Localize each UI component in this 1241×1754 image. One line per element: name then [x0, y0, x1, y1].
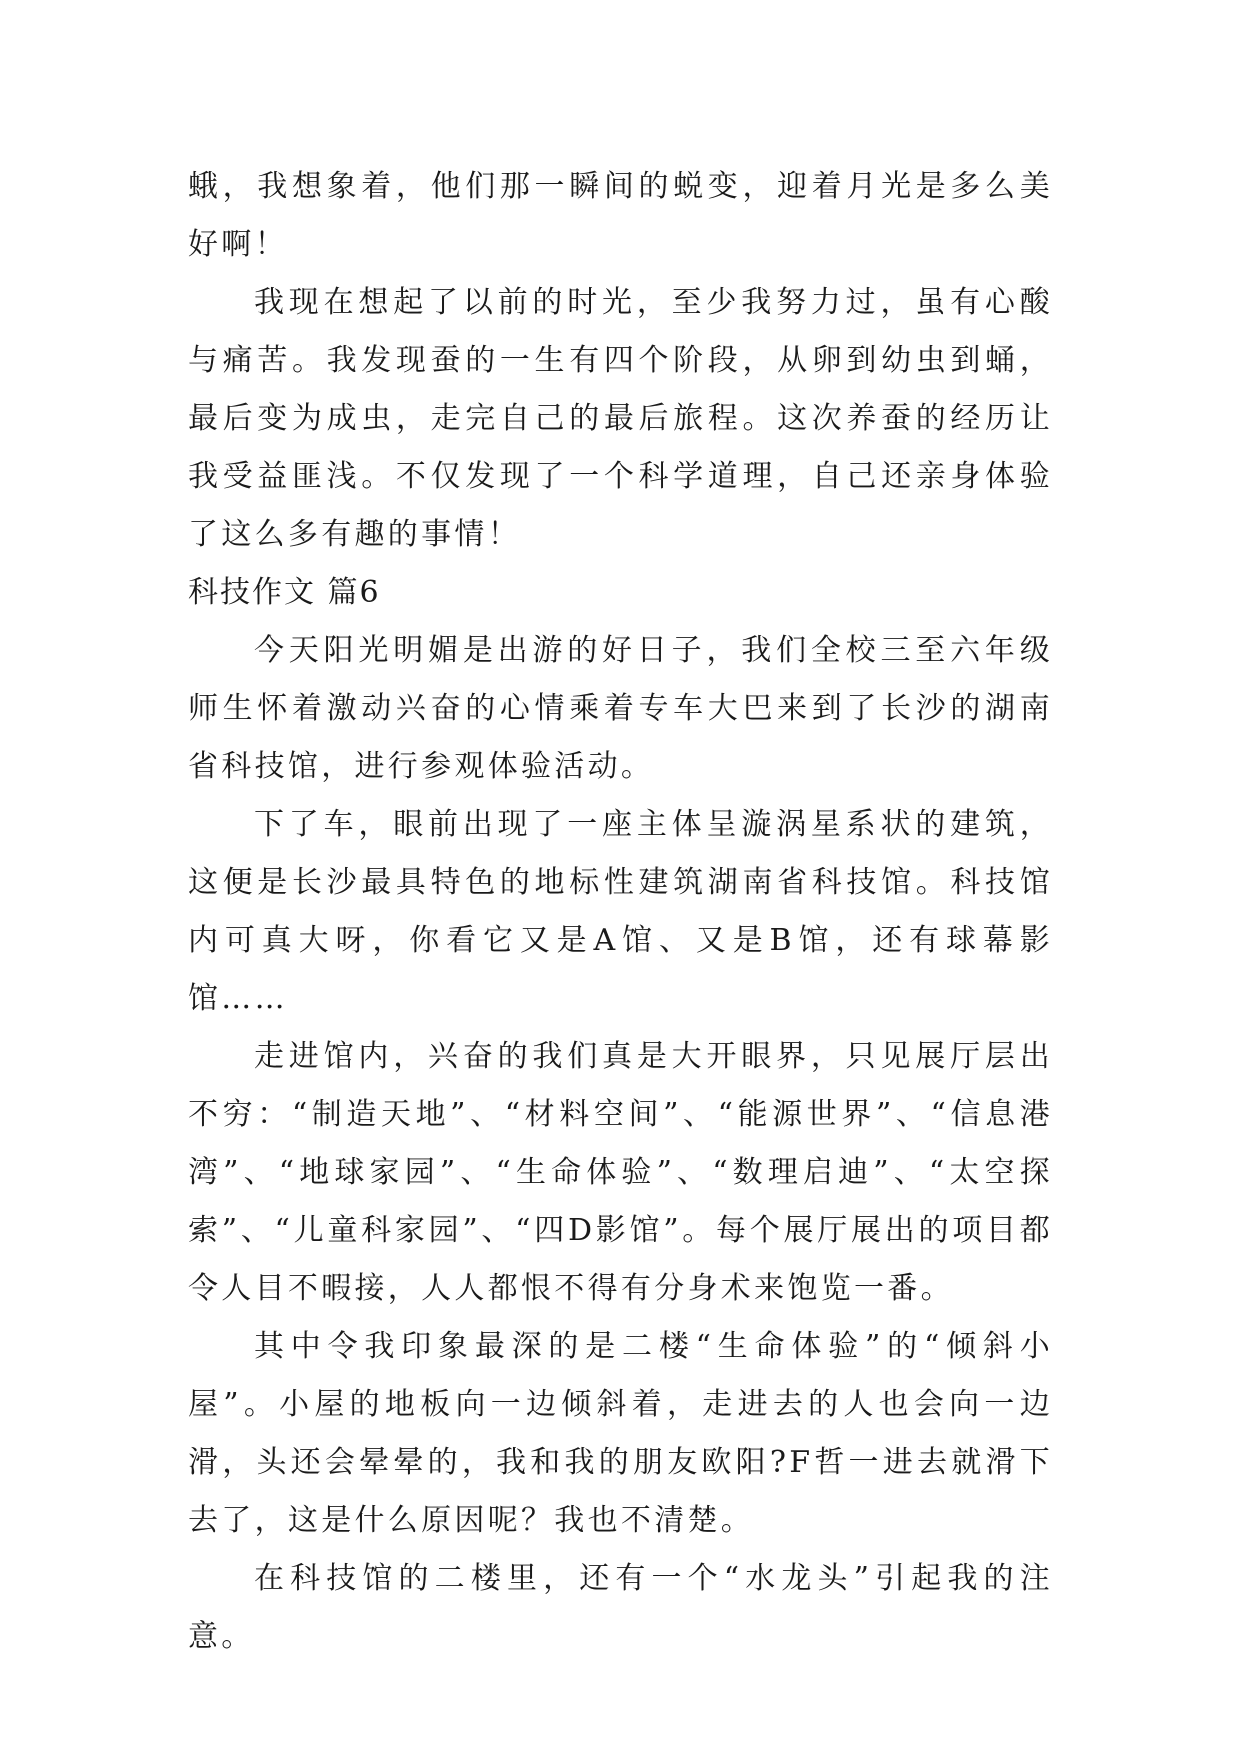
- document-body: [188, 158, 1053, 1666]
- paragraph-tilted-house: 其中令我印象最深的是二楼“生命体验”的“倾斜小屋”。小屋的地板向一边倾斜着，走进去的人也会向一边滑，头还会晕晕的，我和我的朋友欧阳?F哲一进去就滑下去了，这是什么原因呢？我也不清楚。: [188, 1329, 1053, 1538]
- paragraph-building: 下了车，眼前出现了一座主体呈漩涡星系状的建筑，这便是长沙最具特色的地标性建筑湖南省科技馆。科技馆内可真大呀，你看它又是A馆、又是B馆，还有球幕影馆……: [188, 807, 1053, 1016]
- paragraph-silkworm-summary: 我现在想起了以前的时光，至少我努力过，虽有心酸与痛苦。我发现蚕的一生有四个阶段，从卵到幼虫到蛹，最后变为成虫，走完自己的最后旅程。这次养蚕的经历让我受益匪浅。不仅发现了一个科学道理，自己还亲身体验了这么多有趣的事情！: [188, 285, 1053, 552]
- paragraph-exhibition-halls: 走进馆内，兴奋的我们真是大开眼界，只见展厅层出不穷：“制造天地”、“材料空间”、“能源世界”、“信息港湾”、“地球家园”、“生命体验”、“数理启迪”、“太空探索”、“儿童科家园”、“四D影馆”。每个展厅展出的项目都令人目不暇接，人人都恨不得有分身术来饱览一番。: [188, 1039, 1053, 1306]
- paragraph-faucet: 在科技馆的二楼里，还有一个“水龙头”引起我的注意。: [188, 1561, 1053, 1654]
- paragraph-continuation: 蛾，我想象着，他们那一瞬间的蜕变，迎着月光是多么美好啊！: [188, 169, 1053, 262]
- section-heading: 科技作文 篇6: [188, 575, 381, 610]
- paragraph-trip-intro: 今天阳光明媚是出游的好日子，我们全校三至六年级师生怀着激动兴奋的心情乘着专车大巴来到了长沙的湖南省科技馆，进行参观体验活动。: [188, 633, 1053, 784]
